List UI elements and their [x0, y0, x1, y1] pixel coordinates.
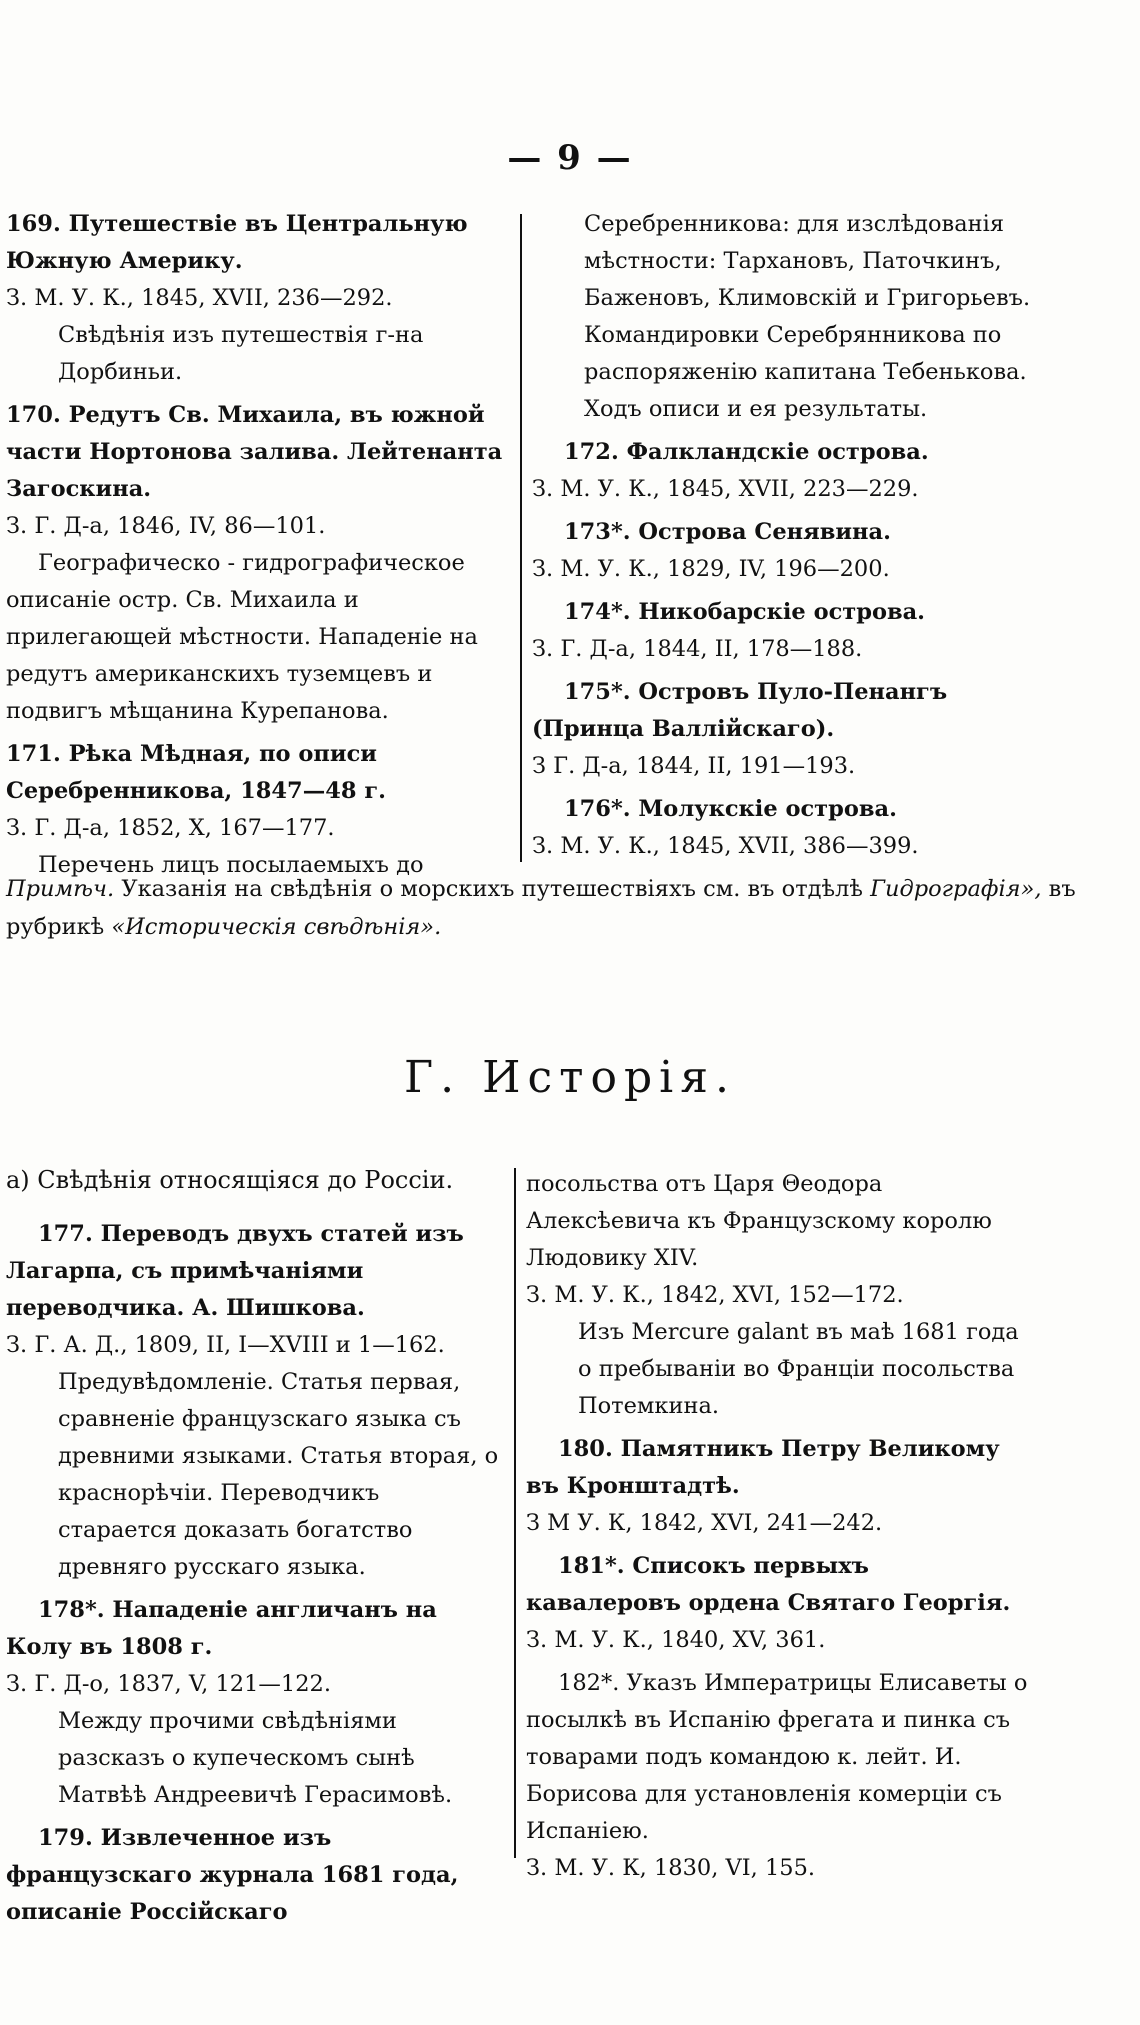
entry-title: 182*. Указъ Императрицы Елисаветы о посылкѣ въ Испанію фрегата и пинка съ товарами подъ командою к. лейт. И. Борисова для установленія комерціи съ Испаніею. [526, 1670, 1028, 1844]
entry-title: 180. Памятникъ Петру Великому въ Кронштадтѣ. [526, 1436, 1000, 1499]
entry-text: З. М. У. К., 1829, IV, 196—200. [532, 556, 890, 582]
footnote-italic-2: «Историческія свѣдѣнія». [111, 914, 442, 940]
section-subheading: а) Свѣдѣнія относящіяся до Россіи. [6, 1166, 454, 1194]
entry-title: 178*. Нападеніе англичанъ на Колу въ 1808 г. [6, 1597, 437, 1660]
entry-text: Предувѣдомленіе. Статья первая, сравненіе французскаго языка съ древними языками. Статья вторая, о краснорѣчіи. Переводчикъ старается доказать богатство древняго русскаго языка. [58, 1369, 499, 1580]
entry-title: 173*. Острова Сенявина. [564, 519, 891, 545]
entry-title: 171. Рѣка Мѣдная, по описи Серебренникова, 1847—48 г. [6, 741, 386, 804]
entry-text: З. Г. Д-а, 1852, X, 167—177. [6, 815, 335, 841]
footnote-text-2: въ рубрикѣ [6, 876, 1076, 940]
entry-title: 170. Редутъ Св. Михаила, въ южной части Нортонова залива. Лейтенанта Загоскина. [6, 402, 503, 502]
entry-text: З. М. У. К., 1845, XVII, 236—292. [6, 285, 393, 311]
entry-text: З. Г. Д-о, 1837, V, 121—122. [6, 1671, 331, 1697]
footnote-text-1: Указанія на свѣдѣнія о морскихъ путешествіяхъ см. въ отдѣлѣ [114, 876, 871, 902]
entry-text: Свѣдѣнія изъ путешествія г-на Дорбиньи. [58, 322, 424, 385]
entry-title: 179. Извлеченное изъ французскаго журнала 1681 года, описаніе Россійскаго [6, 1825, 459, 1925]
entry-title: 172. Фалкландскіе острова. [564, 439, 929, 465]
entry-text: З. М. У. К., 1840, XV, 361. [526, 1627, 826, 1653]
page-number: — 9 — [507, 138, 633, 178]
footnote-label: Примѣч. [6, 876, 115, 902]
entry-text: З. М. У. К, 1830, VI, 155. [526, 1855, 816, 1881]
entry-text: З Г. Д-а, 1844, II, 191—193. [532, 753, 856, 779]
footnote-italic-1: Гидрографія», [870, 876, 1042, 902]
entry-text: Серебренникова: для изслѣдованія мѣстности: Тархановъ, Паточкинъ, Баженовъ, Климовскій и Григорьевъ. Командировки Серебрянникова по распоряженію капитана Тебенькова. Ходъ описи и ея результаты. [584, 211, 1031, 422]
entry-title: 169. Путешествіе въ Центральную Южную Америку. [6, 211, 468, 274]
entry-text: З. М. У. К., 1845, XVII, 386—399. [532, 833, 919, 859]
entry-title: 174*. Никобарскіе острова. [564, 599, 925, 625]
entry-text: посольства отъ Царя Θеодора Алексѣевича къ Французскому королю Людовику XIV. [526, 1171, 992, 1271]
column-divider-bottom [514, 1168, 516, 1858]
entry-title: 181*. Списокъ первыхъ кавалеровъ ордена Святаго Георгія. [526, 1553, 1011, 1616]
entry-title: 177. Переводъ двухъ статей изъ Лагарпа, съ примѣчаніями переводчика. А. Шишкова. [6, 1221, 464, 1321]
entry-text: З. Г. Д-а, 1844, II, 178—188. [532, 636, 863, 662]
entry-text: Между прочими свѣдѣніями разсказъ о купеческомъ сынѣ Матвѣѣ Андреевичѣ Герасимовѣ. [58, 1708, 453, 1808]
entry-title: 175*. Островъ Пуло-Пенангъ (Принца Валлійскаго). [532, 679, 948, 742]
entry-text: Изъ Mercure galant въ маѣ 1681 года о пребываніи во Франціи посольства Потемкина. [578, 1319, 1019, 1419]
bottom-right-column [526, 1166, 1030, 1887]
entry-text: З. Г. Д-а, 1846, IV, 86—101. [6, 513, 326, 539]
entry-title: 176*. Молукскіе острова. [564, 796, 897, 822]
column-divider-top [520, 214, 522, 862]
entry-text: З. М. У. К., 1845, XVII, 223—229. [532, 476, 919, 502]
entry-text: З М У. К, 1842, XVI, 241—242. [526, 1510, 883, 1536]
entry-text: Географическо - гидрографическое описаніе остр. Св. Михаила и прилегающей мѣстности. Нападеніе на редутъ американскихъ туземцевъ и подвигъ мѣщанина Курепанова. [6, 550, 478, 724]
entry-text: Перечень лицъ посылаемыхъ до [38, 852, 424, 878]
top-left-column [6, 206, 508, 884]
section-title: Г. Исторія. [404, 1052, 736, 1103]
entry-text: З. Г. А. Д., 1809, II, I—XVIII и 1—162. [6, 1332, 445, 1358]
top-right-column [532, 206, 1032, 865]
entry-text: З. М. У. К., 1842, XVI, 152—172. [526, 1282, 904, 1308]
footnote [6, 870, 1126, 946]
bottom-left-column [6, 1160, 500, 1931]
